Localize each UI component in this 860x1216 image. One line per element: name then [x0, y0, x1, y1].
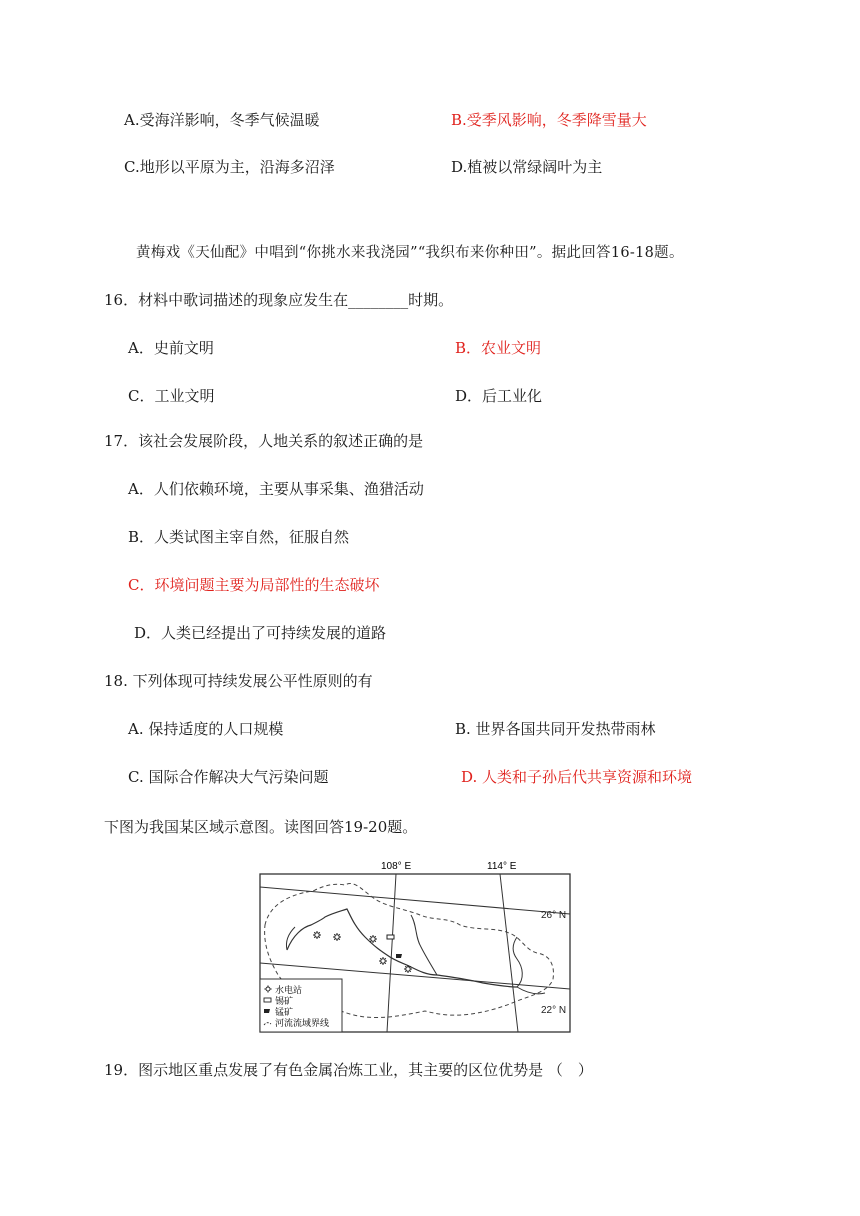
option-15-c: C.地形以平原为主，沿海多沼泽: [124, 158, 335, 176]
option-16-d: D．后工业化: [455, 387, 543, 405]
tin-mine-icon: [387, 935, 394, 939]
map-intro: 下图为我国某区域示意图。读图回答19-20题。: [104, 818, 418, 836]
manganese-mine-icon: [264, 1009, 270, 1013]
lon-label-114: 114° E: [487, 861, 517, 872]
option-18-b: B. 世界各国共同开发热带雨林: [455, 720, 656, 738]
option-15-a: A.受海洋影响，冬季气候温暖: [124, 111, 320, 129]
region-map: [255, 855, 575, 1035]
option-15-b-answer: B.受季风影响，冬季降雪量大: [451, 111, 647, 129]
question-19-stem: 19．图示地区重点发展了有色金属冶炼工业，其主要的区位优势是 （ ）: [104, 1061, 593, 1079]
option-17-b: B．人类试图主宰自然，征服自然: [128, 528, 350, 546]
option-18-a: A. 保持适度的人口规模: [128, 720, 284, 738]
question-17-stem: 17．该社会发展阶段，人地关系的叙述正确的是: [104, 432, 424, 450]
legend-watershed-label: 河流流域界线: [275, 1018, 330, 1028]
option-16-b-answer: B．农业文明: [455, 339, 542, 357]
legend-tin-label: 锡矿: [275, 996, 294, 1006]
question-16-stem: 16．材料中歌词描述的现象应发生在________时期。: [104, 291, 454, 309]
lat-label-22: 22° N: [541, 1005, 567, 1016]
option-17-a: A．人们依赖环境，主要从事采集、渔猎活动: [128, 480, 424, 498]
question-18-stem: 18. 下列体现可持续发展公平性原则的有: [104, 672, 373, 690]
option-16-c: C．工业文明: [128, 387, 215, 405]
lon-label-108: 108° E: [381, 861, 412, 872]
tin-mine-icon: [264, 998, 271, 1002]
option-15-d: D.植被以常绿阔叶为主: [451, 158, 603, 176]
legend-manganese-label: 锰矿: [275, 1007, 294, 1017]
intro-16-18: 黄梅戏《天仙配》中唱到“你挑水来我浇园”“我织布来你种田”。据此回答16-18题。: [136, 245, 684, 261]
option-18-d-answer: D. 人类和子孙后代共享资源和环境: [461, 768, 693, 786]
option-16-a: A．史前文明: [128, 339, 214, 357]
option-18-c: C. 国际合作解决大气污染问题: [128, 768, 329, 786]
legend-hydro-label: 水电站: [275, 985, 303, 995]
lat-label-26: 26° N: [541, 910, 567, 921]
manganese-mine-icon: [396, 954, 402, 958]
option-17-c-answer: C．环境问题主要为局部性的生态破坏: [128, 576, 380, 594]
option-17-d: D．人类已经提出了可持续发展的道路: [134, 624, 387, 642]
